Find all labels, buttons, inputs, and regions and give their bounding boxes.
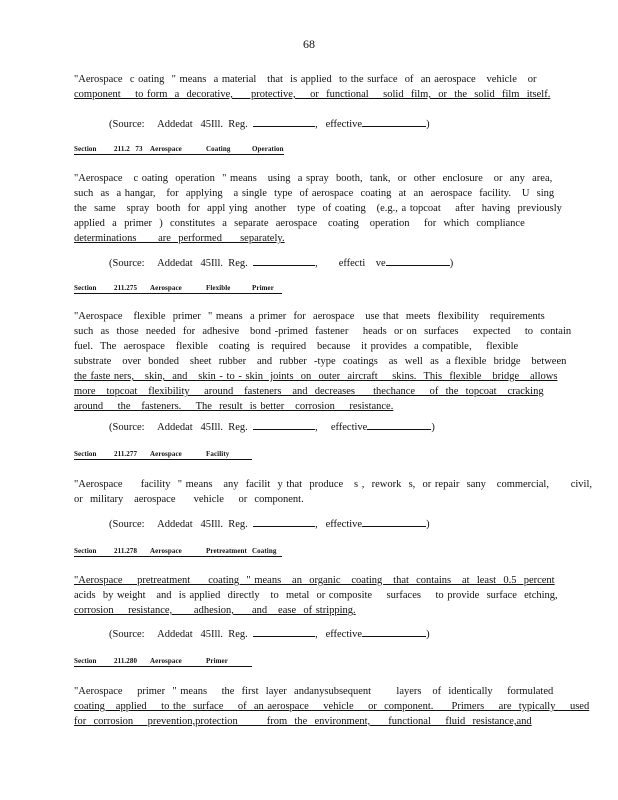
effective-blank — [362, 627, 426, 637]
section-number: 211.280 — [114, 657, 138, 665]
section-number: 211.277 — [114, 450, 138, 458]
section-number: 211.275 — [114, 284, 138, 292]
page-number: 68 — [303, 37, 315, 51]
section-title-word: Coating — [206, 145, 231, 153]
paragraph-line: "Aerospace c oating operation " means using a spray booth, tank, or other enclosure or any area, — [74, 173, 553, 184]
source-note — [109, 420, 435, 433]
paragraph-line: such as a hangar, for applying a single type of aerospace coating at an aerospace facility. U sing — [74, 188, 555, 199]
section-title-word: Pretreatment — [206, 547, 247, 555]
paragraph-line: for corrosion prevention,protection from the environment, functional fluid resistance,and — [74, 716, 532, 727]
section-number: 211.278 — [114, 547, 138, 555]
section-title-word: Aerospace — [150, 145, 182, 153]
heading-underline — [74, 293, 282, 294]
close-paren: ) — [426, 519, 430, 530]
section-title-word: Facility — [206, 450, 230, 458]
paragraph-line: fuel. The aerospace flexible coating is required because it provides a compatible, flexible — [74, 341, 519, 352]
definition-paragraph — [74, 477, 593, 507]
heading-underline — [74, 556, 282, 557]
paragraph-line: or military aerospace vehicle or component. — [74, 494, 304, 505]
section-heading — [74, 450, 252, 458]
section-title-word: Flexible — [206, 284, 231, 292]
paragraph-line: the same spray booth for appl ying another type of coating (e.g., a topcoat after having previously — [74, 203, 562, 214]
section-number: 211.2 73 — [114, 145, 143, 153]
effective-label: , effective — [315, 422, 368, 433]
paragraph-line: such as those needed for adhesive bond -primed fastener heads or on surfaces expected to contain — [74, 326, 572, 337]
paragraph-line: coating applied to the surface of an aerospace vehicle or component. Primers are typically used — [74, 701, 590, 712]
section-title-word: Aerospace — [150, 657, 182, 665]
effective-label: , effective — [315, 119, 363, 130]
close-paren: ) — [449, 258, 454, 269]
effective-label: , effective — [315, 519, 363, 530]
source-note — [109, 627, 430, 640]
source-note — [109, 517, 430, 530]
definition-paragraph — [74, 573, 558, 618]
date-blank — [253, 256, 315, 266]
paragraph-line: determinations are performed separately. — [74, 233, 285, 244]
paragraph-line: applied a primer ) constitutes a separate aerospace coating operation for which compliance — [74, 218, 525, 229]
paragraph-line: "Aerospace pretreatment coating " means an organic coating that contains at least 0.5 percent — [74, 575, 555, 586]
source-label: (Source: Addedat 45Ill. Reg. — [109, 629, 254, 640]
date-blank — [253, 117, 315, 127]
paragraph-line: acids by weight and is applied directly to metal or composite surfaces to provide surface etching, — [74, 590, 558, 601]
close-paren: ) — [426, 629, 430, 640]
paragraph-line: the faste ners, skin, and skin - to - skin joints on outer aircraft skins. This flexible bridge allows — [74, 371, 558, 382]
close-paren: ) — [431, 422, 435, 433]
section-heading — [74, 657, 252, 665]
effective-label: , effective — [315, 629, 363, 640]
section-title-word: Aerospace — [150, 450, 182, 458]
section-heading — [74, 145, 282, 153]
paragraph-line: "Aerospace flexible primer " means a primer for aerospace use that meets flexibility requirements — [74, 311, 545, 322]
section-label: Section — [74, 547, 97, 555]
close-paren: ) — [426, 119, 430, 130]
section-label: Section — [74, 450, 97, 458]
paragraph-line: "Aerospace c oating " means a material that is applied to the surface of an aerospace vehicle or — [74, 74, 537, 85]
date-blank — [253, 627, 315, 637]
date-blank — [253, 420, 315, 430]
definition-paragraph — [74, 72, 551, 102]
section-title-word: Primer — [206, 657, 228, 665]
heading-underline — [74, 459, 252, 460]
section-title-word: Aerospace — [150, 547, 182, 555]
definition-paragraph — [74, 171, 562, 246]
paragraph-line: around the fasteners. The result is better corrosion resistance. — [74, 401, 394, 412]
section-label: Section — [74, 284, 97, 292]
paragraph-line: corrosion resistance, adhesion, and ease of stripping. — [74, 605, 356, 616]
effective-blank — [362, 117, 426, 127]
effective-label: , effecti ve — [315, 258, 386, 269]
section-title-word: Coating — [252, 547, 277, 555]
paragraph-line: "Aerospace primer " means the first layer andanysubsequent layers of identically formulated — [74, 686, 554, 697]
paragraph-line: component to form a decorative, protective, or functional solid film, or the solid film itself. — [74, 89, 551, 100]
source-label: (Source: Addedat 45Ill. Reg. — [109, 422, 254, 433]
definition-paragraph — [74, 684, 590, 729]
section-title-word: Operation — [252, 145, 284, 153]
effective-blank — [367, 420, 431, 430]
heading-underline — [74, 154, 284, 155]
section-label: Section — [74, 657, 97, 665]
source-label: (Source: Addedat 45Ill. Reg. — [109, 119, 254, 130]
effective-blank — [386, 256, 450, 266]
heading-underline — [74, 666, 252, 667]
source-label: (Source: Addedat 45Ill. Reg. — [109, 258, 254, 269]
date-blank — [253, 517, 315, 527]
paragraph-line: more topcoat flexibility around fasteners and decreases thechance of the topcoat cracking — [74, 386, 544, 397]
source-note — [109, 256, 453, 269]
source-label: (Source: Addedat 45Ill. Reg. — [109, 519, 254, 530]
effective-blank — [362, 517, 426, 527]
section-heading — [74, 547, 282, 555]
section-heading — [74, 284, 282, 292]
section-title-word: Primer — [252, 284, 274, 292]
section-label: Section — [74, 145, 97, 153]
paragraph-line: substrate over bonded sheet rubber and rubber -type coatings as well as a flexible bridge between — [74, 356, 567, 367]
paragraph-line: "Aerospace facility " means any facilit y that produce s , rework s, or repair sany commercial, civil, — [74, 479, 593, 490]
section-title-word: Aerospace — [150, 284, 182, 292]
source-note — [109, 117, 430, 130]
definition-paragraph — [74, 309, 572, 414]
